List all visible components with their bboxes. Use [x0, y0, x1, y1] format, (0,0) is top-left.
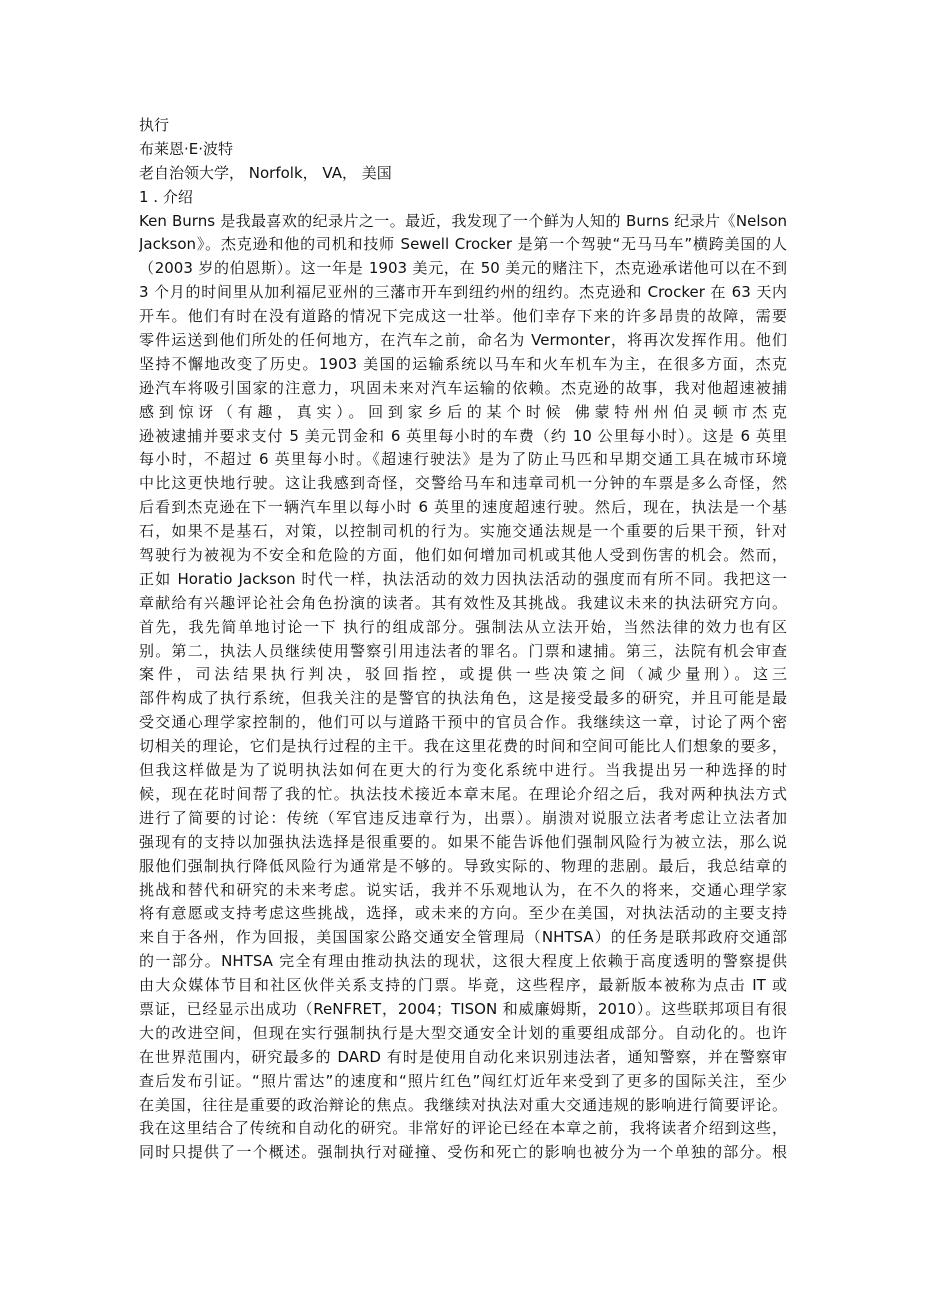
- document-page: [139, 114, 787, 1165]
- text-line: 来自于各州，作为回报，美国国家公路交通安全管理局（NHTSA）的任务是联邦政府交通部: [139, 928, 787, 947]
- text-line: 每小时，不超过 6 英里每小时。《超速行驶法》是为了防止马匹和早期交通工具在城市环境: [139, 450, 787, 469]
- text-line: 票证，已经显示出成功（ReNFRET，2004；TISON 和威廉姆斯，2010）。这些联邦项目有很: [139, 999, 787, 1018]
- text-line: 我在这里结合了传统和自动化的研究。非常好的评论已经在本章之前，我将读者介绍到这些，: [139, 1119, 787, 1138]
- text-line: 挑战和替代和研究的未来考虑。说实话，我并不乐观地认为，在不久的将来，交通心理学家: [139, 880, 787, 899]
- text-line: 感到惊讶（有趣，真实）。回到家乡后的某个时候 佛蒙特州州伯灵顿市杰克: [139, 402, 787, 421]
- body-paragraph: [139, 210, 787, 1166]
- text-line: 驾驶行为被视为不安全和危险的方面，他们如何增加司机或其他人受到伤害的机会。然而，: [139, 546, 787, 565]
- text-line: 候，现在花时间帮了我的忙。执法技术接近本章末尾。在理论介绍之后，我对两种执法方式: [139, 784, 787, 803]
- author-affiliation: 老自治领大学， Norfolk， VA， 美国: [139, 163, 392, 182]
- text-line: 切相关的理论，它们是执行过程的主干。我在这里花费的时间和空间可能比人们想象的要多，: [139, 737, 787, 756]
- document-title: 执行: [139, 116, 170, 134]
- text-line: 由大众媒体节目和社区伙伴关系支持的门票。毕竟，这些程序，最新版本被称为点击 IT 或: [139, 976, 787, 995]
- text-line: 零件运送到他们所处的任何地方，在汽车之前，命名为 Vermonter，将再次发挥作用。他们: [139, 331, 787, 350]
- text-line: 正如 Horatio Jackson 时代一样，执法活动的效力因执法活动的强度而有所不同。我把这一: [139, 569, 787, 588]
- section-heading: 1 . 介绍: [139, 187, 193, 206]
- text-line: Ken Burns 是我最喜欢的纪录片之一。最近，我发现了一个鲜为人知的 Burns 纪录片《Nelson: [139, 211, 787, 230]
- text-line: 中比这更快地行驶。这让我感到奇怪，交警给马车和违章司机一分钟的车票是多么奇怪，然: [139, 474, 787, 493]
- text-line: 章献给有兴趣评论社会角色扮演的读者。其有效性及其挑战。我建议未来的执法研究方向。: [139, 593, 787, 612]
- text-line: （2003 岁的伯恩斯）。这一年是 1903 美元，在 50 美元的赌注下，杰克逊承诺他可以在不到: [139, 259, 787, 278]
- text-line: 在美国，往往是重要的政治辩论的焦点。我继续对执法对重大交通违规的影响进行简要评论。: [139, 1095, 787, 1114]
- text-line: 坚持不懈地改变了历史。1903 美国的运输系统以马车和火车机车为主，在很多方面，杰克: [139, 354, 787, 373]
- text-line: 进行了简要的讨论：传统（军官违反违章行为，出票）。崩溃对说服立法者考虑让立法者加: [139, 808, 787, 827]
- text-line: 部件构成了执行系统，但我关注的是警官的执法角色，这是接受最多的研究，并且可能是最: [139, 689, 787, 708]
- text-line: 首先，我先简单地讨论一下 执行的组成部分。强制法从立法开始，当然法律的效力也有区: [139, 617, 787, 636]
- text-line: 受交通心理学家控制的，他们可以与道路干预中的官员合作。我继续这一章，讨论了两个密: [139, 713, 787, 732]
- text-line: 大的改进空间，但现在实行强制执行是大型交通安全计划的重要组成部分。自动化的。也许: [139, 1023, 787, 1042]
- text-line: 查后发布引证。“照片雷达”的速度和“照片红色”闯红灯近年来受到了更多的国际关注，至少: [139, 1071, 787, 1090]
- text-line: 的一部分。NHTSA 完全有理由推动执法的现状，这很大程度上依赖于高度透明的警察提供: [139, 952, 787, 971]
- text-line: 强现有的支持以加强执法选择是很重要的。如果不能告诉他们强制风险行为被立法，那么说: [139, 832, 787, 851]
- text-line: 但我这样做是为了说明执法如何在更大的行为变化系统中进行。当我提出另一种选择的时: [139, 761, 787, 780]
- text-line: 在世界范围内，研究最多的 DARD 有时是使用自动化来识别违法者，通知警察，并在警察审: [139, 1047, 787, 1066]
- text-line: Jackson》。杰克逊和他的司机和技师 Sewell Crocker 是第一个驾驶“无马马车”横跨美国的人: [139, 235, 787, 254]
- text-line: 别。第二，执法人员继续使用警察引用违法者的罪名。门票和逮捕。第三，法院有机会审查: [139, 641, 787, 660]
- text-line: 案件，司法结果执行判决，驳回指控，或提供一些决策之间（减少量刑）。这三: [139, 665, 787, 684]
- text-line: 石，如果不是基石，对策，以控制司机的行为。实施交通法规是一个重要的后果干预，针对: [139, 522, 787, 541]
- text-line: 逊汽车将吸引国家的注意力，巩固未来对汽车运输的依赖。杰克逊的故事，我对他超速被捕: [139, 378, 787, 397]
- text-line: 将有意愿或支持考虑这些挑战，选择，或未来的方向。至少在美国，对执法活动的主要支持: [139, 904, 787, 923]
- text-line: 3 个月的时间里从加利福尼亚州的三藩市开车到纽约州的纽约。杰克逊和 Crocker 在 63 天内: [139, 283, 787, 302]
- text-line: 服他们强制执行降低风险行为通常是不够的。导致实际的、物理的悲剧。最后，我总结章的: [139, 856, 787, 875]
- text-line: 开车。他们有时在没有道路的情况下完成这一壮举。他们幸存下来的许多昂贵的故障，需要: [139, 307, 787, 326]
- text-line: 逊被逮捕并要求支付 5 美元罚金和 6 英里每小时的车费（约 10 公里每小时）。这是 6 英里: [139, 426, 787, 445]
- text-line: 同时只提供了一个概述。强制执行对碰撞、受伤和死亡的影响也被分为一个单独的部分。根: [139, 1143, 787, 1162]
- text-line: 后看到杰克逊在下一辆汽车里以每小时 6 英里的速度超速行驶。然后，现在，执法是一个基: [139, 498, 787, 517]
- author-name: 布莱恩·E·波特: [139, 139, 234, 158]
